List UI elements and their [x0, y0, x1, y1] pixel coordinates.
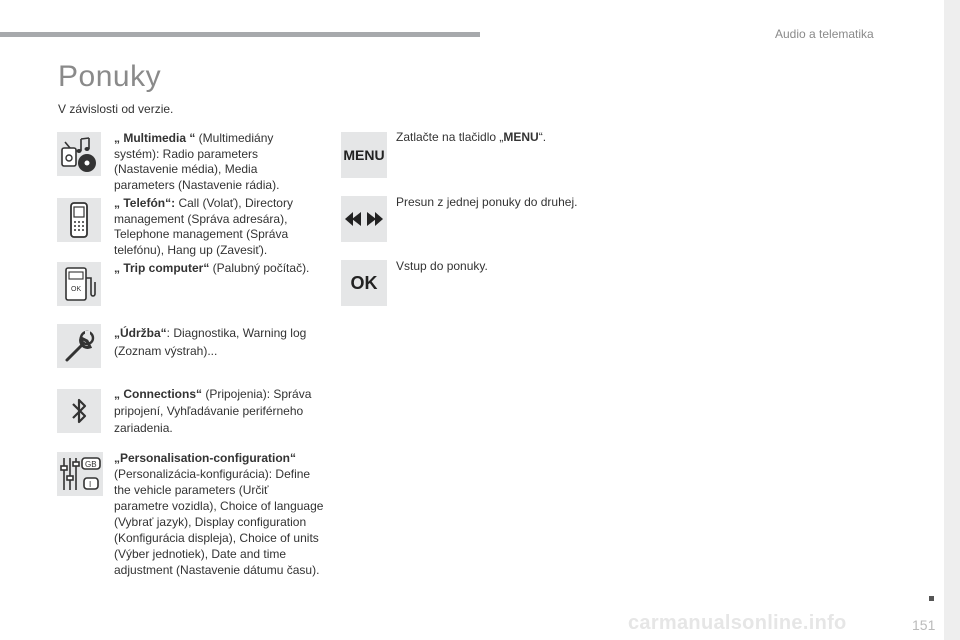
- page-subtitle: V závislosti od verzie.: [58, 102, 174, 116]
- arrows-icon: [341, 196, 387, 242]
- menu-item-personalisation: „Personalisation-configuration“ (Personalizácia-konfigurácia): Define the vehicle parameters (Určiť parametre vozidla), Choice of language (Vybrať jazyk), Display configuration (Konfigurácia displeja), Choice of units (Výber jednotiek), Date and time adjustment (Nastavenie dátumu času).: [114, 451, 324, 577]
- control-ok-text: Vstup do ponuky.: [396, 259, 488, 273]
- section-title: Audio a telematika: [775, 27, 874, 41]
- phone-icon: [57, 198, 101, 242]
- bluetooth-icon: [57, 389, 101, 433]
- multimedia-icon: [57, 132, 101, 176]
- gb-badge: GB: [85, 460, 97, 469]
- ok-button-icon: OK: [341, 260, 387, 306]
- i-badge: I: [89, 480, 92, 489]
- control-arrows-text: Presun z jednej ponuky do druhej.: [396, 195, 578, 209]
- personalisation-icon: [57, 452, 103, 496]
- menu-item-telefon: „ Telefón“: Call (Volať), Directory management (Správa adresára), Telephone management (Správa telefónu), Hang up (Zavesiť).: [114, 196, 293, 257]
- watermark: carmanualsonline.info: [628, 612, 847, 634]
- page-title: Ponuky: [58, 60, 162, 93]
- menu-item-trip-computer: „ Trip computer“ (Palubný počítač).: [114, 261, 310, 275]
- header-rule: [0, 32, 480, 37]
- page-edge-strip: [944, 0, 960, 640]
- trip-badge: OK: [71, 286, 82, 293]
- menu-item-udrzba: „Údržba“: Diagnostika, Warning log (Zoznam výstrah)...: [114, 326, 307, 358]
- menu-item-connections: „ Connections“ (Pripojenia): Správa pripojení, Vyhľadávanie periférneho zariadenia.: [114, 387, 312, 435]
- menu-item-multimedia: „ Multimedia “ (Multimediány systém): Radio parameters (Nastavenie média), Media parameters (Nastavenie rádia).: [114, 131, 280, 192]
- page-marker: [929, 596, 934, 601]
- menu-button-icon: MENU: [341, 132, 387, 178]
- trip-computer-icon: [57, 262, 101, 306]
- wrench-icon: [57, 324, 101, 368]
- control-menu-text: Zatlačte na tlačidlo „MENU“.: [396, 130, 547, 144]
- page-number: 151: [912, 617, 936, 633]
